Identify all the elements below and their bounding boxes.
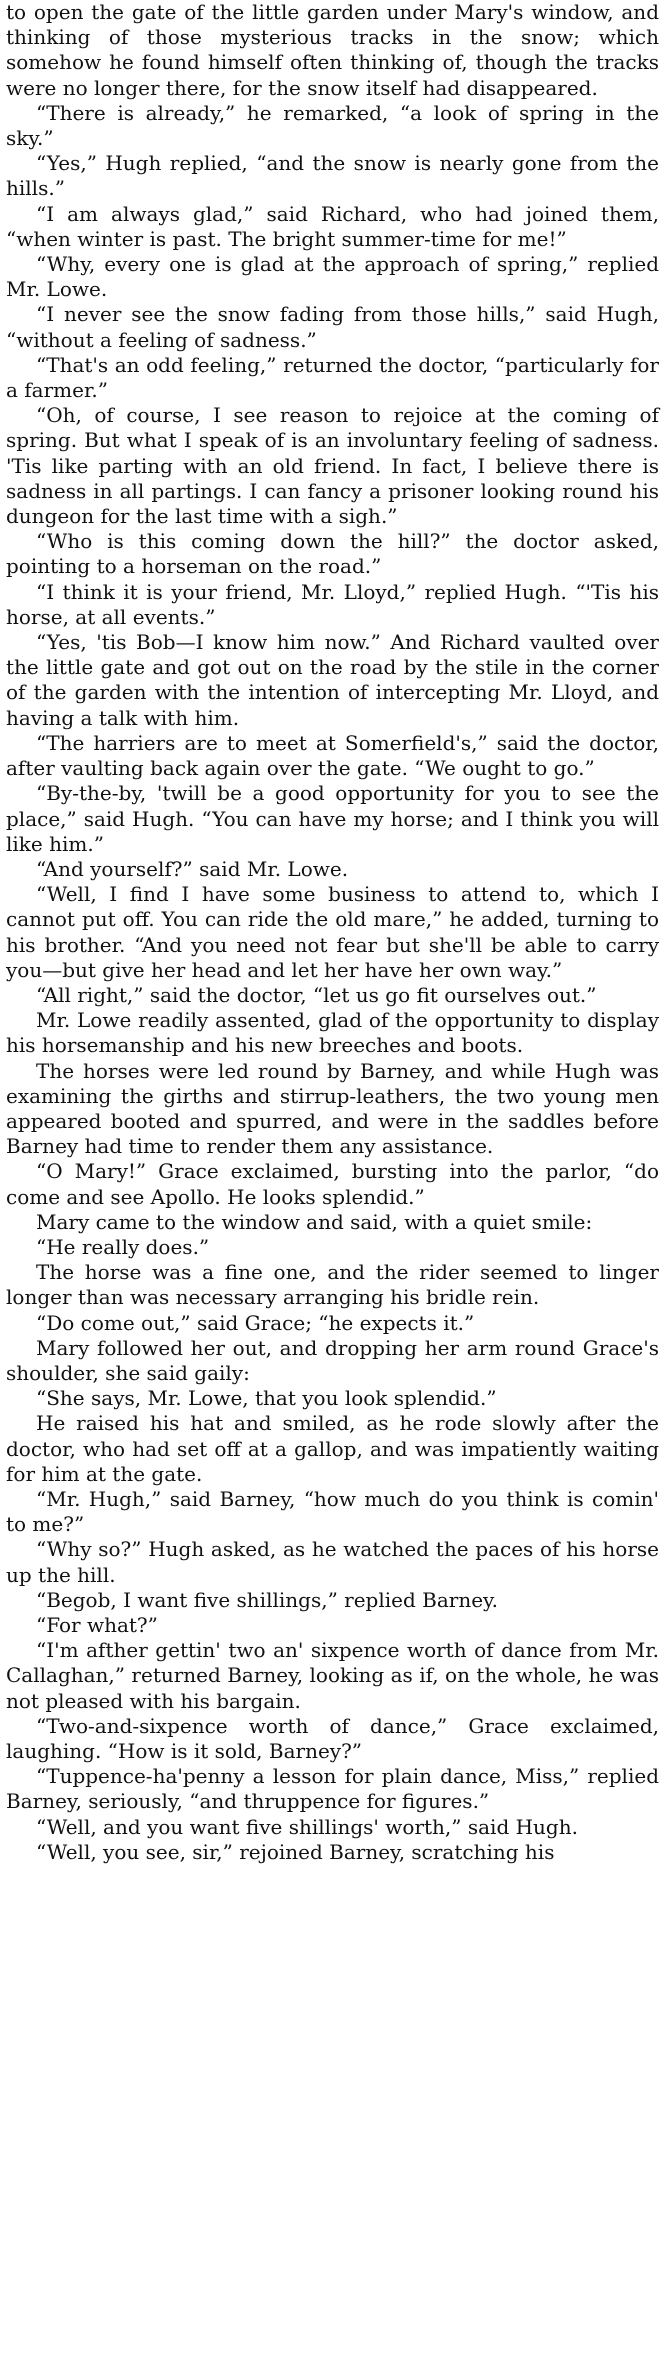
paragraph: “Well, you see, sir,” rejoined Barney, scratching his — [36, 1839, 555, 1864]
paragraph: “Mr. Hugh,” said Barney, “how much do you think is comin' to me?” — [6, 1486, 659, 1537]
paragraph: “O Mary!” Grace exclaimed, bursting into the parlor, “do come and see Apollo. He looks splendid.” — [6, 1159, 659, 1209]
paragraph: “By-the-by, 'twill be a good opportunity for you to see the place,” said Hugh. “You can have my horse; and I think you will like him.” — [6, 781, 659, 856]
paragraph: Mary came to the window and said, with a quiet smile: — [36, 1209, 593, 1234]
paragraph: “Do come out,” said Grace; “he expects it.” — [36, 1310, 475, 1335]
paragraph: “The harriers are to meet at Somerfield's,” said the doctor, after vaulting back again over the gate. “We ought to go.” — [6, 730, 659, 781]
paragraph: “I think it is your friend, Mr. Lloyd,” replied Hugh. “'Tis his horse, at all events.” — [6, 579, 659, 629]
paragraph: “Yes,” Hugh replied, “and the snow is nearly gone from the hills.” — [6, 151, 659, 201]
paragraph: “All right,” said the doctor, “let us go fit ourselves out.” — [36, 982, 597, 1007]
paragraph: “She says, Mr. Lowe, that you look splendid.” — [36, 1386, 497, 1411]
paragraph: “Who is this coming down the hill?” the doctor asked, pointing to a horseman on the road.” — [6, 529, 659, 579]
paragraph: Mr. Lowe readily assented, glad of the opportunity to display his horsemanship and his new breeches and boots. — [6, 1008, 659, 1058]
paragraph: “I am always glad,” said Richard, who had joined them, “when winter is past. The bright summer-time for me!” — [6, 201, 659, 251]
paragraph: “Two-and-sixpence worth of dance,” Grace exclaimed, laughing. “How is it sold, Barney?” — [6, 1713, 659, 1764]
paragraph: “I never see the snow fading from those hills,” said Hugh, “without a feeling of sadness.” — [6, 302, 659, 352]
paragraph: to open the gate of the little garden under Mary's window, and thinking of those mysterious tracks in the snow; which somehow he found himself often thinking of, though the tracks were no longer there, for the snow itself had disappeared. — [6, 0, 659, 100]
paragraph: “Oh, of course, I see reason to rejoice at the coming of spring. But what I speak of is an involuntary feeling of sadness. 'Tis like parting with an old friend. In fact, I believe there is sadness in all partings. I can fancy a prisoner looking round his dungeon for the last time with a sigh.” — [6, 403, 659, 529]
paragraph: Mary followed her out, and dropping her arm round Grace's shoulder, she said gaily: — [6, 1335, 659, 1385]
paragraph: “Begob, I want five shillings,” replied Barney. — [36, 1587, 499, 1612]
text-body — [6, 0, 659, 1865]
paragraph: “Tuppence-ha'penny a lesson for plain dance, Miss,” replied Barney, seriously, “and thruppence for figures.” — [6, 1764, 659, 1814]
paragraph: “I'm afther gettin' two an' sixpence worth of dance from Mr. Callaghan,” returned Barney, looking as if, on the whole, he was not pleased with his bargain. — [6, 1638, 659, 1713]
paragraph: “And yourself?” said Mr. Lowe. — [36, 856, 349, 881]
paragraph: The horses were led round by Barney, and while Hugh was examining the girths and stirrup-leathers, the two young men appeared booted and spurred, and were in the saddles before Barney had time to render them any assistance. — [6, 1058, 659, 1159]
paragraph: The horse was a fine one, and the rider seemed to linger longer than was necessary arranging his bridle rein. — [6, 1260, 659, 1310]
paragraph: “Yes, 'tis Bob—I know him now.” And Richard vaulted over the little gate and got out on the road by the stile in the corner of the garden with the intention of intercepting Mr. Lloyd, and having a talk with him. — [6, 630, 659, 730]
paragraph: “There is already,” he remarked, “a look of spring in the sky.” — [6, 100, 659, 151]
paragraph: “For what?” — [36, 1613, 158, 1637]
paragraph: He raised his hat and smiled, as he rode slowly after the doctor, who had set off at a gallop, and was impatiently waiting for him at the gate. — [6, 1411, 659, 1486]
paragraph: “He really does.” — [36, 1234, 210, 1259]
paragraph: “Why, every one is glad at the approach of spring,” replied Mr. Lowe. — [6, 252, 659, 302]
paragraph: “Well, I find I have some business to attend to, which I cannot put off. You can ride the old mare,” he added, turning to his brother. “And you need not fear but she'll be able to carry you—but give her head and let her have her own way.” — [6, 882, 659, 982]
paragraph: “Why so?” Hugh asked, as he watched the paces of his horse up the hill. — [6, 1537, 659, 1587]
paragraph: “That's an odd feeling,” returned the doctor, “particularly for a farmer.” — [6, 352, 659, 403]
paragraph: “Well, and you want five shillings' worth,” said Hugh. — [36, 1814, 578, 1839]
